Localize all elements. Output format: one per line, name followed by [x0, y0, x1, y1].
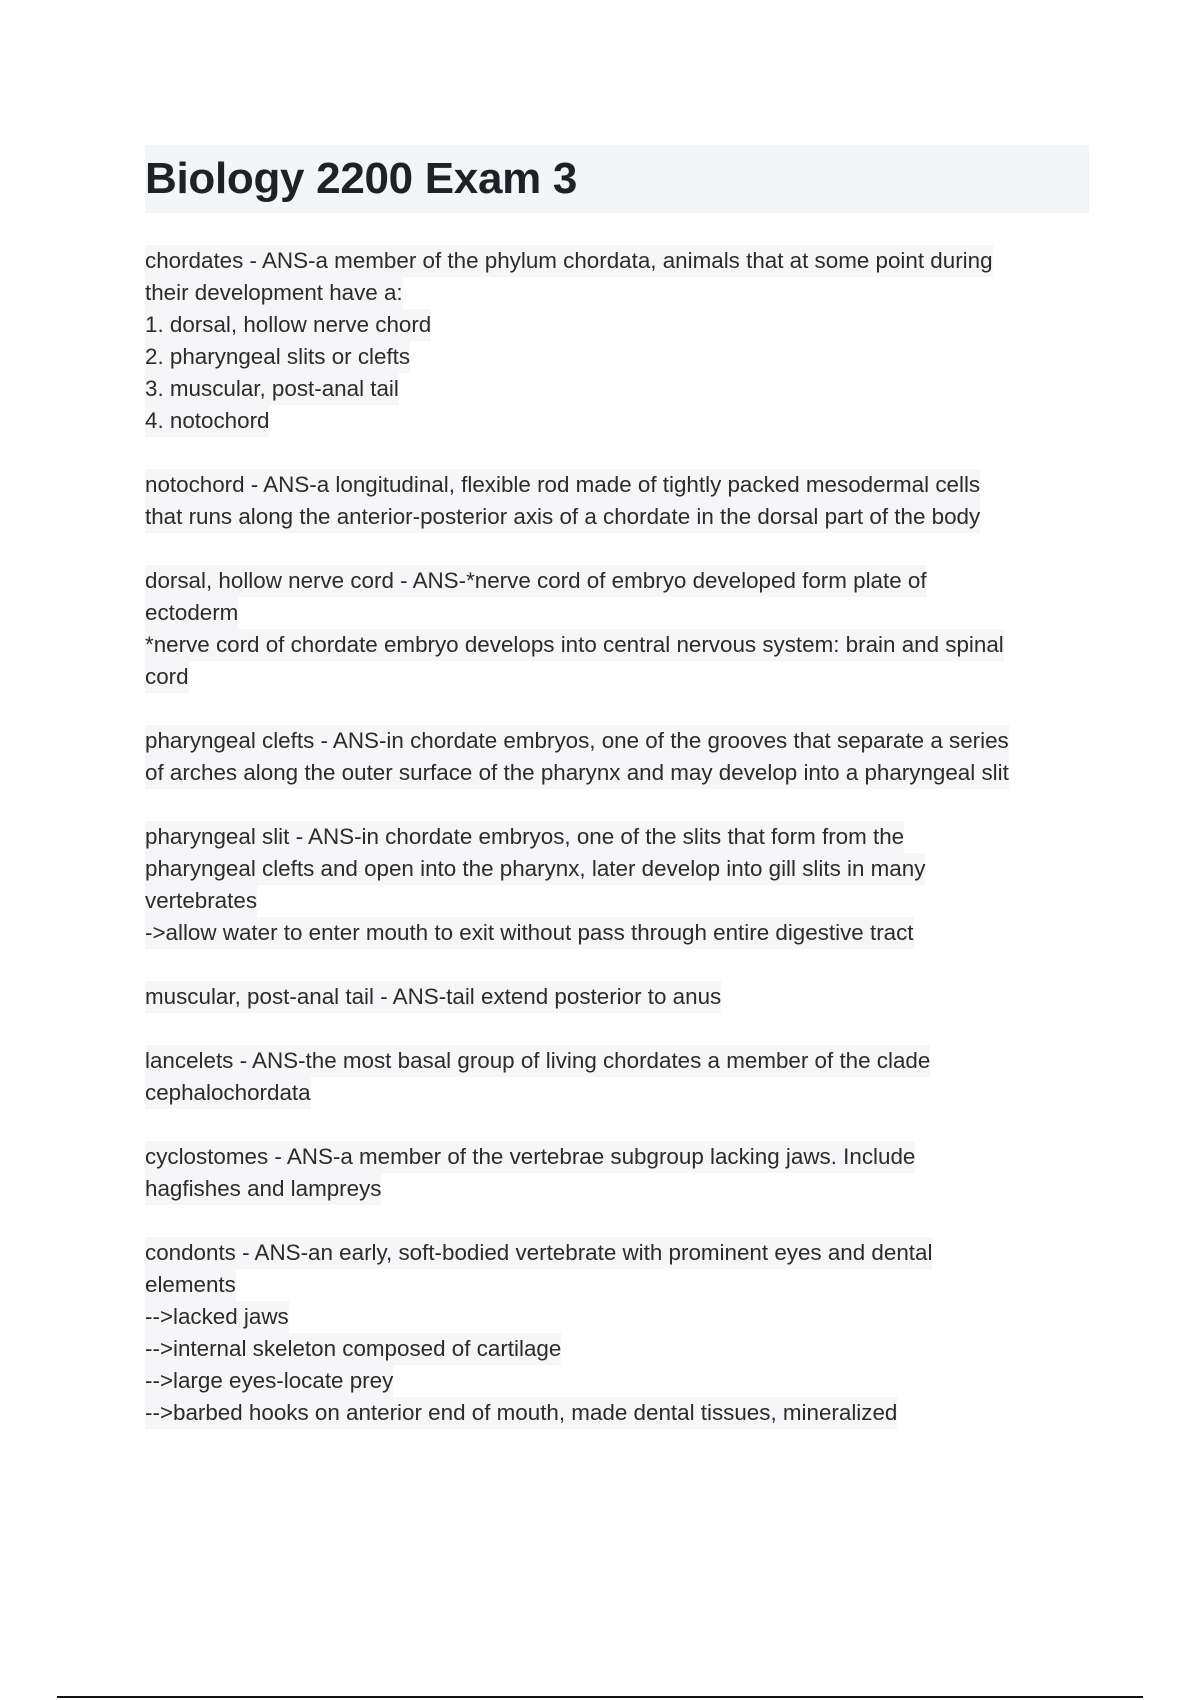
- flashcard-entry: [145, 981, 1089, 1013]
- entry-text-line: muscular, post-anal tail - ANS-tail extend posterior to anus: [145, 981, 721, 1013]
- entry-text-line: 2. pharyngeal slits or clefts: [145, 341, 410, 373]
- entry-text-line: of arches along the outer surface of the pharynx and may develop into a pharyngeal slit: [145, 757, 1009, 789]
- entry-text-line: cyclostomes - ANS-a member of the vertebrae subgroup lacking jaws. Include: [145, 1141, 915, 1173]
- flashcard-entry: [145, 821, 1089, 949]
- entry-text-line: cord: [145, 661, 189, 693]
- flashcard-entry: [145, 245, 1089, 437]
- flashcard-entry: [145, 1045, 1089, 1109]
- entry-text-line: lancelets - ANS-the most basal group of living chordates a member of the clade: [145, 1045, 930, 1077]
- flashcard-entry: [145, 1141, 1089, 1205]
- entry-text-line: 4. notochord: [145, 405, 269, 437]
- footer-divider: [57, 1696, 1143, 1698]
- entry-text-line: their development have a:: [145, 277, 403, 309]
- entry-text-line: cephalochordata: [145, 1077, 311, 1109]
- entry-text-line: pharyngeal clefts - ANS-in chordate embryos, one of the grooves that separate a series: [145, 725, 1009, 757]
- entry-text-line: condonts - ANS-an early, soft-bodied vertebrate with prominent eyes and dental: [145, 1237, 932, 1269]
- entry-text-line: hagfishes and lampreys: [145, 1173, 381, 1205]
- entry-text-line: -->large eyes-locate prey: [145, 1365, 393, 1397]
- flashcard-list: [145, 245, 1089, 1429]
- flashcard-entry: [145, 469, 1089, 533]
- entry-text-line: ectoderm: [145, 597, 238, 629]
- entry-text-line: chordates - ANS-a member of the phylum chordata, animals that at some point during: [145, 245, 993, 277]
- entry-text-line: notochord - ANS-a longitudinal, flexible rod made of tightly packed mesodermal cells: [145, 469, 980, 501]
- flashcard-entry: [145, 725, 1089, 789]
- entry-text-line: 1. dorsal, hollow nerve chord: [145, 309, 431, 341]
- entry-text-line: vertebrates: [145, 885, 257, 917]
- entry-text-line: -->barbed hooks on anterior end of mouth, made dental tissues, mineralized: [145, 1397, 897, 1429]
- document-title: Biology 2200 Exam 3: [145, 154, 578, 203]
- entry-text-line: dorsal, hollow nerve cord - ANS-*nerve cord of embryo developed form plate of: [145, 565, 927, 597]
- entry-text-line: *nerve cord of chordate embryo develops into central nervous system: brain and spinal: [145, 629, 1004, 661]
- entry-text-line: ->allow water to enter mouth to exit without pass through entire digestive tract: [145, 917, 914, 949]
- flashcard-entry: [145, 565, 1089, 693]
- entry-text-line: 3. muscular, post-anal tail: [145, 373, 399, 405]
- document-page: [145, 145, 1089, 1461]
- entry-text-line: elements: [145, 1269, 236, 1301]
- entry-text-line: pharyngeal clefts and open into the pharynx, later develop into gill slits in many: [145, 853, 925, 885]
- title-bar: [145, 145, 1089, 213]
- entry-text-line: -->internal skeleton composed of cartilage: [145, 1333, 561, 1365]
- entry-text-line: -->lacked jaws: [145, 1301, 289, 1333]
- flashcard-entry: [145, 1237, 1089, 1429]
- entry-text-line: that runs along the anterior-posterior axis of a chordate in the dorsal part of the body: [145, 501, 980, 533]
- entry-text-line: pharyngeal slit - ANS-in chordate embryos, one of the slits that form from the: [145, 821, 904, 853]
